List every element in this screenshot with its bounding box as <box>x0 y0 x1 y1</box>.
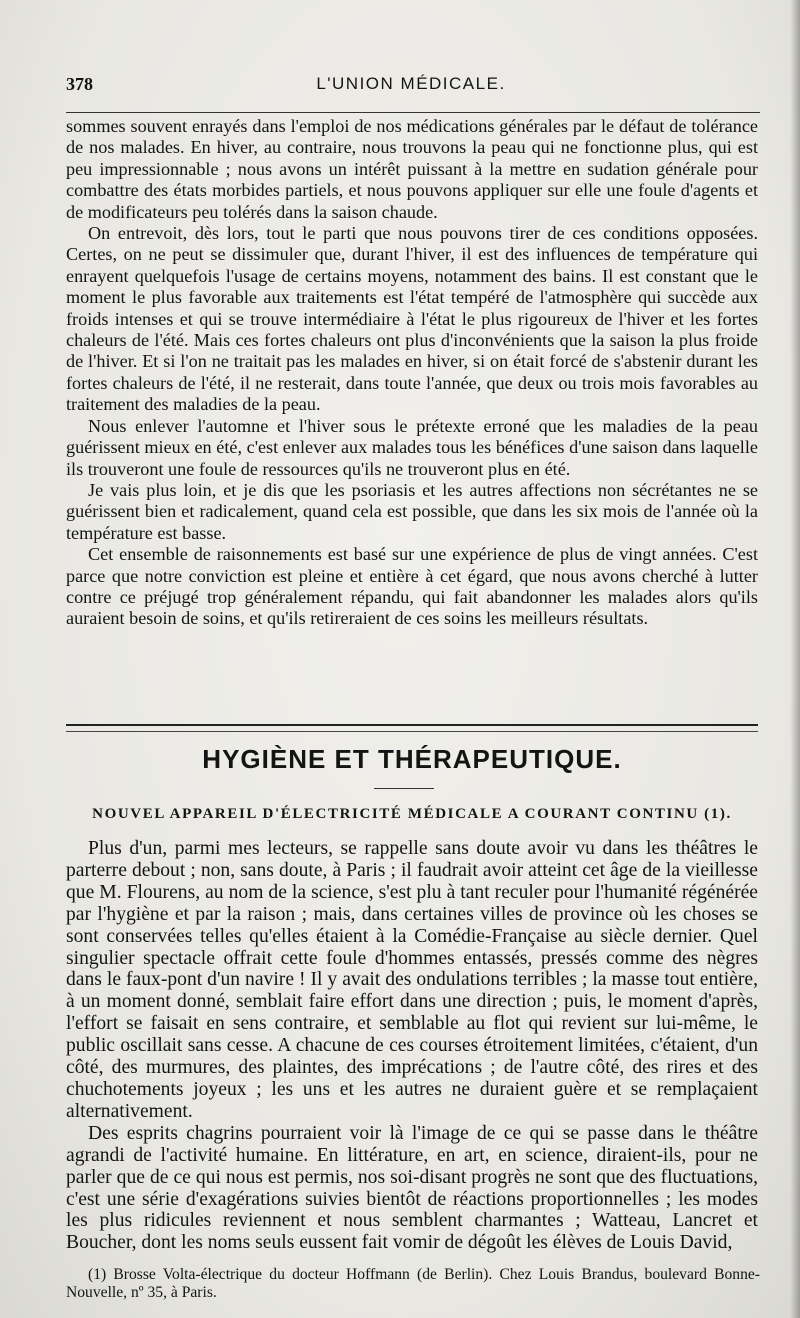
body-text <box>66 116 758 630</box>
header-rule <box>66 112 760 113</box>
section-divider <box>66 724 758 732</box>
paragraph: Des esprits chagrins pourraient voir là l'image de ce qui se passe dans le théâtre agrandi de l'activité humaine. En littérature, en art, en science, diraient-ils, pour ne parler que de ce qui nous est permis, nos soi-disant progrès ne sont que des fluctuations, c'est une série d'exagérations suivies bientôt de réactions proportionnelles ; les modes les plus ridicules reviennent et nous semblent charmantes ; Watteau, Lancret et Boucher, dont les noms seuls eussent fait vomir de dégoût les élèves de Louis David, <box>66 1122 758 1254</box>
paragraph: Nous enlever l'automne et l'hiver sous le prétexte erroné que les maladies de la peau guérissent mieux en été, c'est enlever aux malades tous les bénéfices d'une saison dans laquelle ils trouveront une foule de ressources qu'ils ne trouveront plus en été. <box>66 415 758 479</box>
paragraph: Je vais plus loin, et je dis que les psoriasis et les autres affections non sécrétantes ne se guérissent bien et radicalement, quand cela est possible, que dans les six mois de l'année où la température est basse. <box>66 479 758 543</box>
paragraph: sommes souvent enrayés dans l'emploi de nos médications générales par le défaut de tolérance de nos malades. En hiver, au contraire, nous trouvons la peau qui ne fonctionne plus, qui est peu impressionnable ; nous avons un intérêt puissant à la mettre en sudation générale pour combattre des états morbides partiels, et nous pouvons appliquer sur elle une foule d'agents et de modificateurs peu tolérés dans la saison chaude. <box>66 116 758 222</box>
paragraph: On entrevoit, dès lors, tout le parti que nous pouvons tirer de ces conditions opposées. Certes, on ne peut se dissimuler que, durant l'hiver, il est des influences de température qui enrayent quelquefois l'usage de certains moyens, notamment des bains. Il est constant que le moment le plus favorable aux traitements est l'état tempéré de l'atmosphère qui succède aux froids intenses et qui se trouve intermédiaire à l'état le plus rigoureux de l'hiver et les fortes chaleurs de l'été. Mais ces fortes chaleurs ont plus d'inconvénients que la saison la plus froide de l'hiver. Et si l'on ne traitait pas les malades en hiver, si on était forcé de s'abstenir durant les fortes chaleurs de l'été, il ne resterait, dans toute l'année, que deux ou trois mois favorables au traitement des maladies de la peau. <box>66 223 758 415</box>
running-title: L'UNION MÉDICALE. <box>316 74 506 93</box>
article-title: NOUVEL APPAREIL D'ÉLECTRICITÉ MÉDICALE A COURANT CONTINU (1). <box>92 806 732 822</box>
page-header <box>66 72 756 98</box>
page-number: 378 <box>66 74 93 94</box>
section-title: HYGIÈNE ET THÉRAPEUTIQUE. <box>202 744 622 774</box>
paragraph: Cet ensemble de raisonnements est basé sur une expérience de plus de vingt années. C'est parce que notre conviction est pleine et entière à cet égard, que nous avons cherché à lutter contre ce préjugé trop généralement répandu, qui fait abandonner les malades alors qu'ils auraient besoin de soins, et qu'ils retireraient de ces soins les meilleurs résultats. <box>66 544 758 629</box>
footnote: (1) Brosse Volta-électrique du docteur Hoffmann (de Berlin). Chez Louis Brandus, boulevard Bonne-Nouvelle, nº 35, à Paris. <box>66 1266 760 1301</box>
paragraph: Plus d'un, parmi mes lecteurs, se rappelle sans doute avoir vu dans les théâtres le parterre debout ; non, sans doute, à Paris ; il faudrait avoir atteint cet âge de la vieillesse que M. Flourens, au nom de la science, s'est plu à tant reculer pour l'humanité régénérée par l'hygiène et par la raison ; mais, dans certaines villes de province où les choses se sont conservées telles qu'elles étaient à la Comédie-Française au siècle dernier. Quel singulier spectacle offrait cette foule d'hommes entassés, pressés comme des nègres dans le faux-pont d'un navire ! Il y avait des ondulations terribles ; la masse tout entière, à un moment donné, semblait faire effort dans une direction ; puis, le moment d'après, l'effort se faisait en sens contraire, et semblable au flot qui revient sur lui-même, le public oscillait sans cesse. A chacune de ces courses étroitement limitées, c'étaient, d'un côté, des murmures, des plaintes, des imprécations ; de l'autre côté, des rires et des chuchotements joyeux ; les uns et les autres ne duraient guère et se remplaçaient alternativement. <box>66 838 758 1122</box>
title-divider <box>374 788 434 789</box>
article-body <box>66 838 758 1254</box>
